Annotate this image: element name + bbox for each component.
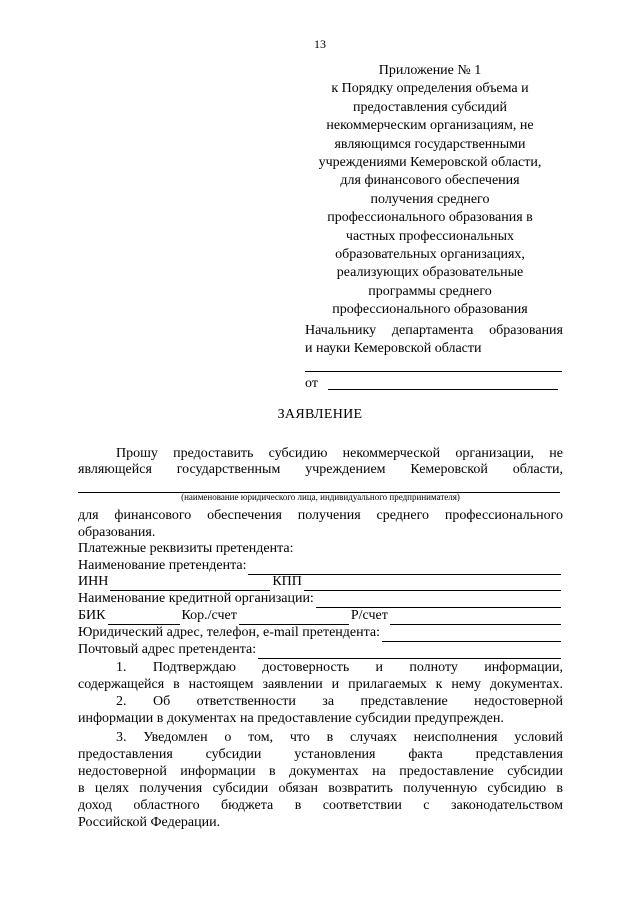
paragraph1-line1: 1. Подтверждаю достоверность и полноту информации, <box>116 660 563 675</box>
applicant-name-label: Наименование претендента: <box>78 558 247 573</box>
paragraph3-line4: в целях получения субсидии обязан возвратить полученную субсидию в <box>78 781 563 796</box>
kpp-field[interactable] <box>304 577 561 591</box>
corr-account-label: Кор./счет <box>181 608 237 623</box>
page-number: 13 <box>314 37 326 51</box>
from-label: от <box>305 376 318 391</box>
appendix-line: Приложение № 1 <box>378 63 482 78</box>
appendix-line: образовательных организациях, <box>335 247 525 263</box>
payment-details-label: Платежные реквизиты претендента: <box>78 541 294 556</box>
legal-address-row <box>78 625 563 642</box>
inn-field[interactable] <box>110 577 270 591</box>
legal-address-label: Юридический адрес, телефон, e-mail претендента: <box>78 625 380 640</box>
inn-label: ИНН <box>78 574 109 589</box>
from-field-line[interactable] <box>328 389 558 390</box>
postal-address-label: Почтовый адрес претендента: <box>78 642 257 657</box>
paragraph3-line3: недостоверной информации в документах на предоставление субсидии <box>78 764 563 779</box>
appendix-line: предоставления субсидий <box>352 99 508 115</box>
bank-accounts-row <box>78 608 563 625</box>
bik-label: БИК <box>78 608 106 623</box>
applicant-name-field[interactable] <box>248 561 561 575</box>
paragraph3-line2: предоставления субсидии установления факта представления <box>78 747 563 762</box>
appendix-line: профессионального образования в <box>327 210 533 226</box>
paragraph3-line6: Российской Федерации. <box>78 815 221 830</box>
request-line1: Прошу предоставить субсидию некоммерческой организации, не <box>116 446 563 461</box>
purpose-line2: образования. <box>78 525 156 540</box>
document-title: ЗАЯВЛЕНИЕ <box>277 407 363 422</box>
appendix-line: программы среднего <box>368 283 492 299</box>
request-line2: являющейся государственным учреждением Кемеровской области, <box>78 462 563 477</box>
addressee <box>305 322 563 358</box>
paragraph3-line1: 3. Уведомлен о том, что в случаях неисполнения условий <box>116 730 563 745</box>
appendix-header <box>300 62 560 320</box>
corr-account-field[interactable] <box>239 611 349 625</box>
addressee-line1: Начальнику департамента образования <box>305 323 563 338</box>
bank-name-label: Наименование кредитной организации: <box>78 591 314 606</box>
bik-field[interactable] <box>108 611 180 625</box>
postal-address-row <box>78 642 563 659</box>
appendix-line: учреждениями Кемеровской области, <box>318 155 542 171</box>
appendix-line: являющимся государственными <box>334 136 526 152</box>
paragraph2-line1: 2. Об ответственности за представление недостоверной <box>116 694 563 709</box>
appendix-line: некоммерческим организациям, не <box>326 118 534 134</box>
kpp-label: КПП <box>272 574 302 589</box>
bank-name-row <box>78 591 563 608</box>
postal-address-field[interactable] <box>258 645 561 659</box>
addressee-blank-line[interactable] <box>305 371 562 372</box>
inn-kpp-row <box>78 574 563 591</box>
name-caption: (наименование юридического лица, индивидуального предпринимателя) <box>181 492 460 502</box>
appendix-line: к Порядку определения объема и <box>331 81 529 97</box>
appendix-line: частных профессиональных <box>345 228 515 244</box>
appendix-line: для финансового обеспечения <box>340 173 520 189</box>
bank-name-field[interactable] <box>316 594 561 608</box>
account-label: Р/счет <box>350 608 388 623</box>
addressee-line2: и науки Кемеровской области <box>305 341 482 356</box>
account-field[interactable] <box>390 611 561 625</box>
purpose-line1: для финансового обеспечения получения среднего профессионального <box>78 508 563 523</box>
appendix-line: реализующих образовательные <box>336 265 524 281</box>
applicant-name-row <box>78 558 563 575</box>
paragraph3-line5: доход областного бюджета в соответствии с законодательством <box>78 798 563 813</box>
appendix-line: профессионального образования <box>332 302 528 318</box>
paragraph2-line2: информации в документах на предоставление субсидии предупрежден. <box>78 711 504 726</box>
appendix-line: получения среднего <box>370 191 490 207</box>
paragraph1-line2: содержащейся в настоящем заявлении и прилагаемых к нему документах. <box>78 677 563 692</box>
legal-address-field[interactable] <box>382 628 561 642</box>
